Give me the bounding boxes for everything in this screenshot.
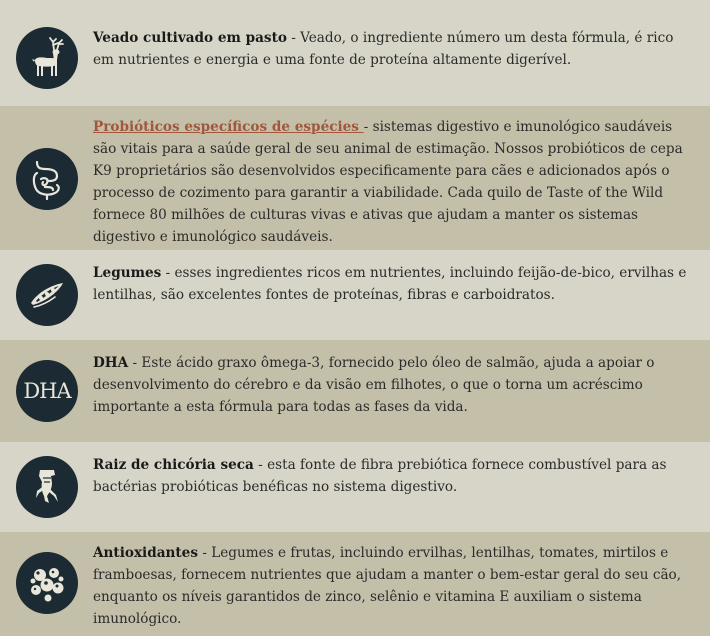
ingredient-text bbox=[93, 116, 693, 248]
ingredient-title: Veado cultivado em pasto bbox=[93, 30, 287, 46]
ingredient-row bbox=[0, 250, 710, 340]
ingredient-description: - Legumes e frutas, incluindo ervilhas, lentilhas, tomates, mirtilos e framboesas, fornecem nutrientes que ajudam a manter o bem-estar geral do seu cão, enquanto os níveis garantidos de zinco, selênio e vitamina E auxiliam o sistema imunológico. bbox=[93, 545, 682, 627]
ingredient-description: - Veado, o ingrediente número um desta fórmula, é rico em nutrientes e energia e uma fonte de proteína altamente digerível. bbox=[93, 30, 674, 68]
ingredient-title: Raiz de chicória seca bbox=[93, 457, 254, 473]
ingredient-row bbox=[0, 442, 710, 532]
ingredient-row bbox=[0, 0, 710, 103]
digestive-system-icon bbox=[16, 148, 78, 210]
ingredient-row bbox=[0, 340, 710, 442]
ingredient-text bbox=[93, 27, 693, 71]
deer-icon bbox=[16, 27, 78, 89]
ingredient-text bbox=[93, 454, 693, 498]
antioxidants-icon bbox=[16, 552, 78, 614]
ingredient-text bbox=[93, 262, 693, 306]
ingredient-row bbox=[0, 532, 710, 636]
ingredient-title: DHA bbox=[93, 355, 129, 371]
ingredient-text bbox=[93, 352, 693, 418]
ingredient-title: Legumes bbox=[93, 265, 162, 281]
ingredient-row bbox=[0, 106, 710, 250]
chicory-root-icon bbox=[16, 456, 78, 518]
ingredient-text bbox=[93, 542, 693, 630]
ingredient-description: - esses ingredientes ricos em nutrientes, incluindo feijão-de-bico, ervilhas e lentilhas, são excelentes fontes de proteínas, fibras e carboidratos. bbox=[93, 265, 687, 303]
dha-icon-label: DHA bbox=[23, 379, 71, 403]
dha-icon bbox=[16, 360, 78, 422]
ingredient-description: - sistemas digestivo e imunológico saudáveis são vitais para a saúde geral de seu animal de estimação. Nossos probióticos de cepa K9 proprietários são desenvolvidos especificamente para cães e adicionados após o processo de cozimento para garantir a viabilidade. Cada quilo de Taste of the Wild fornece 80 milhões de culturas vivas e ativas que ajudam a manter os sistemas digestivo e imunológico saudáveis. bbox=[93, 119, 683, 245]
ingredient-title: Antioxidantes bbox=[93, 545, 198, 561]
pea-pod-icon bbox=[16, 264, 78, 326]
ingredient-description: - Este ácido graxo ômega-3, fornecido pelo óleo de salmão, ajuda a apoiar o desenvolvimento do cérebro e da visão em filhotes, o que o torna um acréscimo importante a esta fórmula para todas as fases da vida. bbox=[93, 355, 655, 415]
ingredient-description: - esta fonte de fibra prebiótica fornece combustível para as bactérias probióticas benéficas no sistema digestivo. bbox=[93, 457, 667, 495]
probiotics-link[interactable]: Probióticos específicos de espécies bbox=[93, 119, 364, 135]
